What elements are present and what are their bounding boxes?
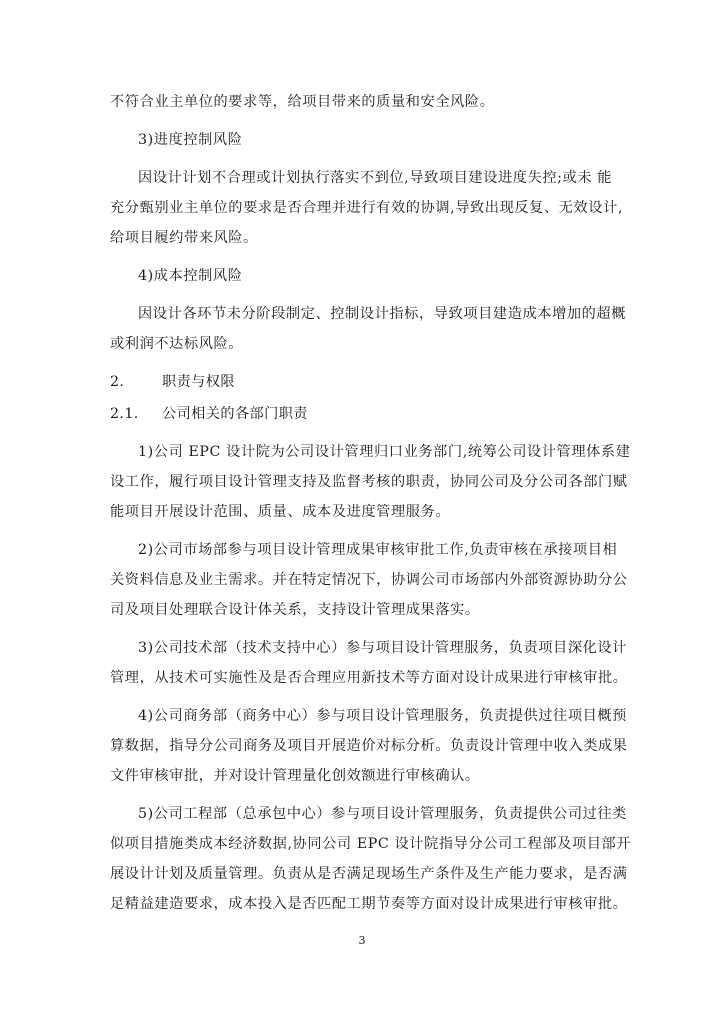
section-heading-2-1	[110, 404, 308, 424]
section-title: 公司相关的各部门职责	[162, 406, 308, 422]
paragraph-line: 能项目开展设计范围、质量、成本及进度管理服务。	[110, 504, 451, 520]
paragraph-line: 管理，从技术可实施性及是否合理应用新技术等方面对设计成果进行审核审批。	[110, 670, 628, 686]
paragraph-line: 设工作，履行项目设计管理支持及监督考核的职责，协同公司及分公司各部门赋	[110, 474, 628, 490]
paragraph-line: 不符合业主单位的要求等，给项目带来的质量和安全风险。	[110, 94, 495, 110]
paragraph-line: 1)公司 EPC 设计院为公司设计管理归口业务部门,统筹公司设计管理体系建	[138, 444, 631, 460]
section-number: 2.1.	[110, 406, 139, 422]
paragraph-line: 似项目措施类成本经济数据,协同公司 EPC 设计院指导分公司工程部及项目部开	[110, 836, 632, 852]
paragraph-line: 关资料信息及业主需求。并在特定情况下，协调公司市场部内外部资源协助分公	[110, 572, 628, 588]
subheading-schedule-risk: 3)进度控制风险	[138, 132, 243, 148]
paragraph-line: 因设计计划不合理或计划执行落实不到位,导致项目建设进度失控;或未 能	[138, 170, 613, 186]
paragraph-line: 因设计各环节未分阶段制定、控制设计指标，导致项目建造成本增加的超概	[138, 306, 626, 322]
paragraph-line: 或利润不达标风险。	[110, 336, 244, 352]
paragraph-line: 算数据，指导分公司商务及项目开展造价对标分析。负责设计管理中收入类成果	[110, 738, 628, 754]
subheading-cost-risk: 4)成本控制风险	[138, 268, 243, 284]
paragraph-line: 展设计计划及质量管理。负责从是否满足现场生产条件及生产能力要求，是否满	[110, 866, 628, 882]
paragraph-line: 足精益建造要求，成本投入是否匹配工期节奏等方面对设计成果进行审核审批。	[110, 896, 628, 912]
paragraph-line: 2)公司市场部参与项目设计管理成果审核审批工作,负责审核在承接项目相	[138, 542, 618, 558]
page-number: 3	[358, 934, 366, 947]
paragraph-line: 充分甄别业主单位的要求是否合理并进行有效的协调,导致出现反复、无效设计,	[110, 200, 623, 216]
section-title: 职责与权限	[162, 374, 235, 390]
section-heading-2	[110, 372, 235, 392]
paragraph-line: 5)公司工程部（总承包中心）参与项目设计管理服务，负责提供公司过往类	[138, 806, 627, 822]
paragraph-line: 给项目履约带来风险。	[110, 230, 258, 246]
paragraph-line: 4)公司商务部（商务中心）参与项目设计管理服务，负责提供过往项目概预	[138, 708, 627, 724]
paragraph-line: 3)公司技术部（技术支持中心）参与项目设计管理服务，负责项目深化设计	[138, 640, 627, 656]
section-number: 2.	[110, 374, 125, 390]
paragraph-line: 文件审核审批，并对设计管理量化创效额进行审核确认。	[110, 768, 480, 784]
paragraph-line: 司及项目处理联合设计体关系，支持设计管理成果落实。	[110, 602, 480, 618]
